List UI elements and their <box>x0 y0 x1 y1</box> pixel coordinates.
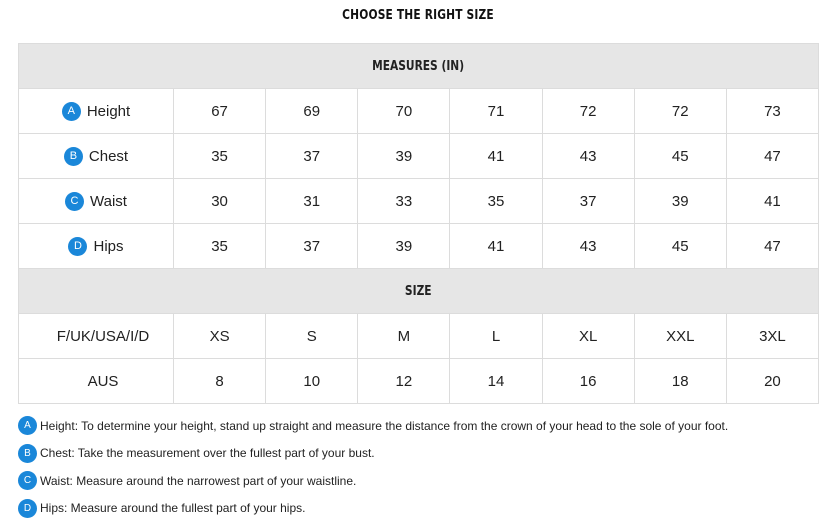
row-label-height: A Height <box>19 89 174 134</box>
table-cell: 35 <box>174 134 266 179</box>
table-cell: 72 <box>542 89 634 134</box>
table-cell: 16 <box>542 359 634 404</box>
table-cell: 41 <box>450 134 542 179</box>
table-cell: 37 <box>542 179 634 224</box>
badge-a-icon: A <box>62 102 81 121</box>
badge-b-icon: B <box>18 444 37 463</box>
table-cell: 35 <box>174 224 266 269</box>
table-cell: 18 <box>634 359 726 404</box>
note-text: Waist: Measure around the narrowest part of your waistline. <box>40 473 357 488</box>
table-cell: 39 <box>634 179 726 224</box>
table-cell: 37 <box>266 224 358 269</box>
table-cell: L <box>450 314 542 359</box>
table-cell: 73 <box>726 89 818 134</box>
table-cell: 37 <box>266 134 358 179</box>
row-label-size-aus: AUS <box>19 359 174 404</box>
measurement-notes <box>18 412 818 522</box>
table-cell: S <box>266 314 358 359</box>
badge-d-icon: D <box>18 499 37 518</box>
table-row-size-aus <box>19 359 819 404</box>
table-cell: 43 <box>542 134 634 179</box>
table-cell: M <box>358 314 450 359</box>
table-cell: 70 <box>358 89 450 134</box>
table-cell: 39 <box>358 224 450 269</box>
measures-header-row <box>19 44 819 89</box>
table-cell: 3XL <box>726 314 818 359</box>
page-title: CHOOSE THE RIGHT SIZE <box>342 8 494 23</box>
table-cell: 8 <box>174 359 266 404</box>
badge-d-icon: D <box>68 237 87 256</box>
size-header: SIZE <box>19 269 819 314</box>
table-cell: 10 <box>266 359 358 404</box>
note-text: Chest: Take the measurement over the fullest part of your bust. <box>40 446 375 461</box>
table-cell: 41 <box>726 179 818 224</box>
note-text: Height: To determine your height, stand up straight and measure the distance from the crown of your head to the sole of your foot. <box>40 418 729 433</box>
table-row-hips <box>19 224 819 269</box>
table-cell: 45 <box>634 134 726 179</box>
table-cell: XL <box>542 314 634 359</box>
table-cell: 43 <box>542 224 634 269</box>
note-height <box>18 412 818 440</box>
badge-c-icon: C <box>65 192 84 211</box>
table-cell: 39 <box>358 134 450 179</box>
table-cell: 30 <box>174 179 266 224</box>
row-label-chest: B Chest <box>19 134 174 179</box>
note-hips <box>18 495 818 523</box>
note-text: Hips: Measure around the fullest part of your hips. <box>40 501 306 516</box>
note-waist <box>18 467 818 495</box>
row-label-size-eu: F/UK/USA/I/D <box>19 314 174 359</box>
row-label-waist: C Waist <box>19 179 174 224</box>
note-chest <box>18 440 818 468</box>
table-cell: 14 <box>450 359 542 404</box>
table-row-height <box>19 89 819 134</box>
table-cell: 47 <box>726 224 818 269</box>
table-cell: 72 <box>634 89 726 134</box>
table-cell: 41 <box>450 224 542 269</box>
table-cell: 69 <box>266 89 358 134</box>
badge-a-icon: A <box>18 416 37 435</box>
measures-header: MEASURES (IN) <box>19 44 819 89</box>
table-row-size-eu <box>19 314 819 359</box>
table-cell: 33 <box>358 179 450 224</box>
table-cell: XXL <box>634 314 726 359</box>
badge-b-icon: B <box>64 147 83 166</box>
table-cell: 71 <box>450 89 542 134</box>
table-cell: 47 <box>726 134 818 179</box>
table-cell: 31 <box>266 179 358 224</box>
table-row-chest <box>19 134 819 179</box>
table-cell: 45 <box>634 224 726 269</box>
table-cell: 20 <box>726 359 818 404</box>
size-header-row <box>19 269 819 314</box>
table-cell: 35 <box>450 179 542 224</box>
table-cell: 12 <box>358 359 450 404</box>
size-chart-table <box>18 43 819 404</box>
table-cell: XS <box>174 314 266 359</box>
table-row-waist <box>19 179 819 224</box>
table-cell: 67 <box>174 89 266 134</box>
badge-c-icon: C <box>18 471 37 490</box>
row-label-hips: D Hips <box>19 224 174 269</box>
